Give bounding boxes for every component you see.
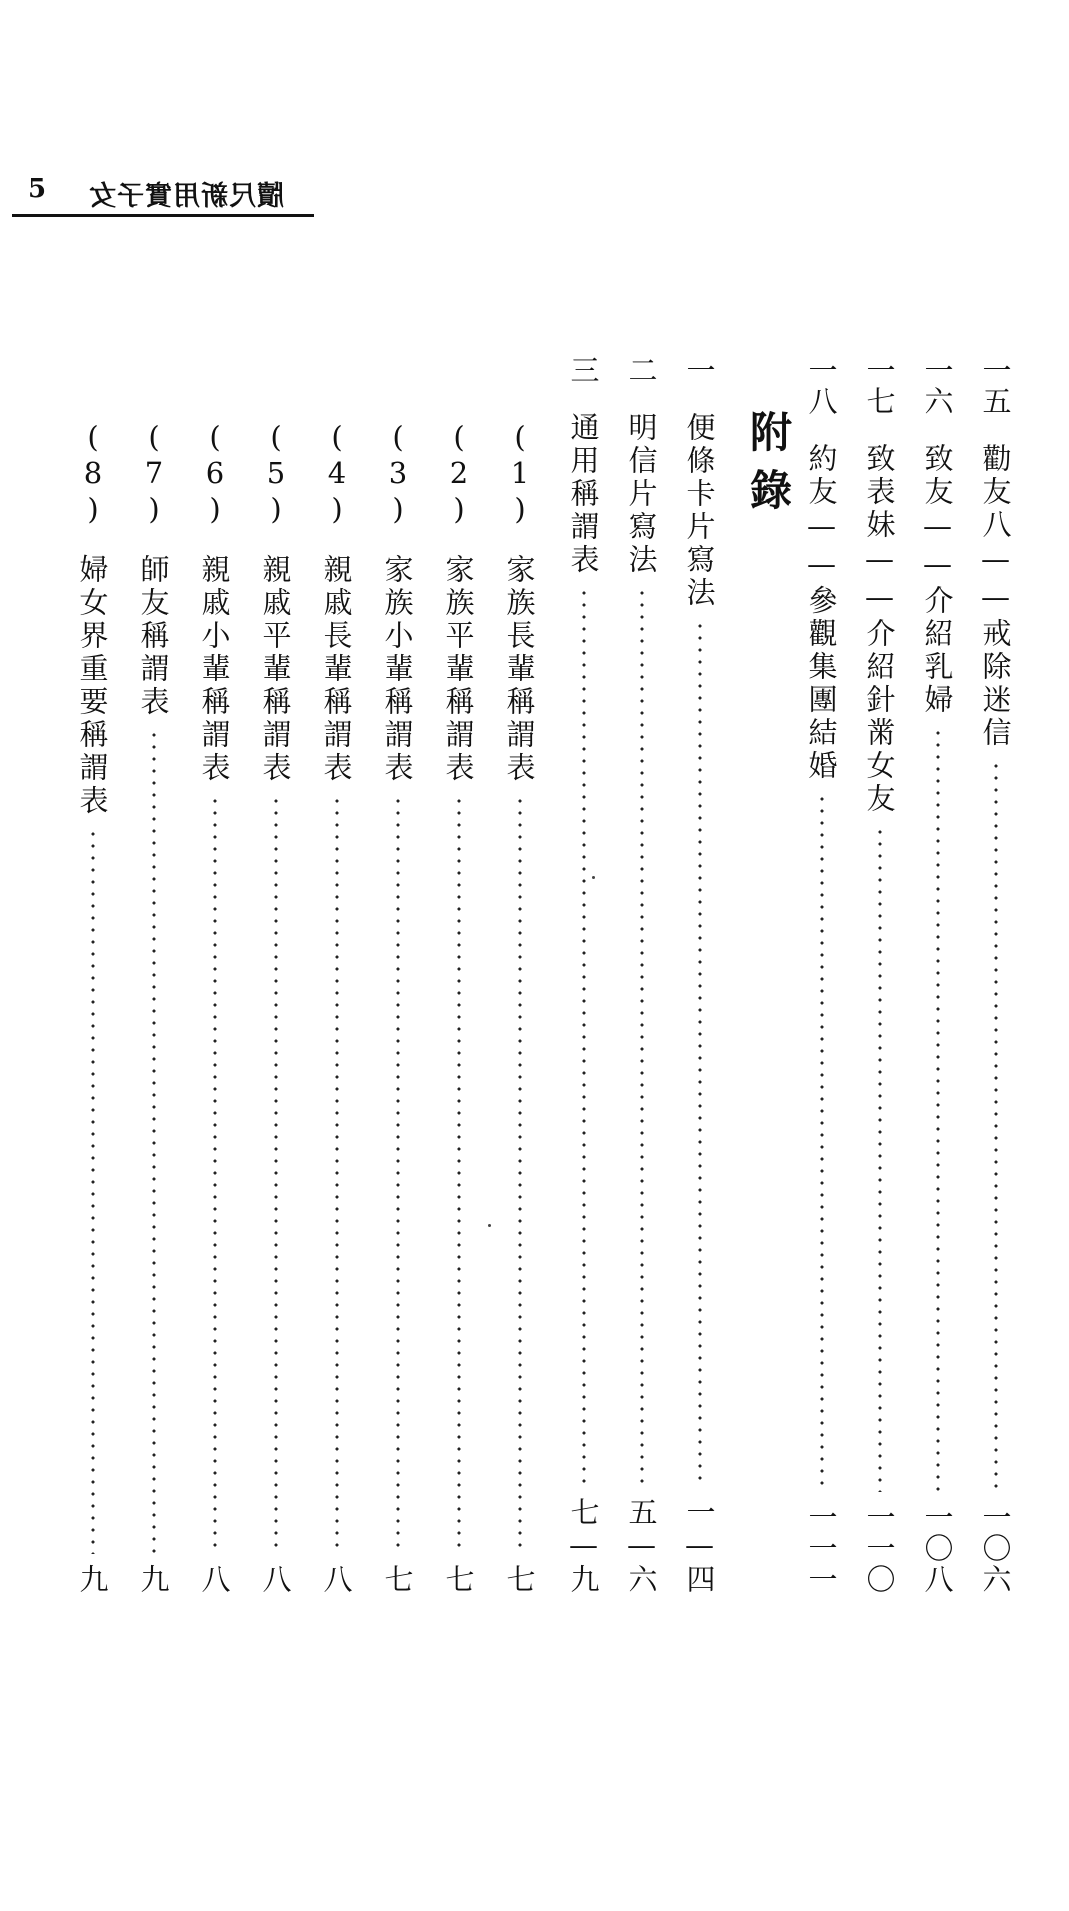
entry-page: 七 — [441, 1564, 476, 1595]
page-number: 5 — [28, 174, 47, 204]
entry-page: 七 — [502, 1564, 537, 1595]
leader-dots — [396, 795, 400, 1554]
entry-page: 一一一 — [804, 1502, 839, 1595]
entry-index: 一七 — [862, 355, 897, 417]
entry-page: 一—四 — [682, 1497, 717, 1595]
entry-index: 一六 — [920, 355, 955, 417]
entry-title: 師友稱謂表 — [136, 554, 171, 719]
entry-page: 九 — [136, 1564, 171, 1595]
leader-dots — [274, 795, 278, 1554]
entry-index: (7) — [137, 420, 171, 528]
entry-index: (3) — [381, 420, 415, 528]
toc-entry-16[interactable] — [920, 355, 956, 1595]
appendix-sub-entry-2[interactable] — [441, 420, 477, 1595]
entry-page: 一〇八 — [920, 1502, 955, 1595]
leader-dots — [820, 793, 824, 1492]
appendix-sub-entry-3[interactable] — [380, 420, 416, 1595]
toc-entry-15[interactable] — [978, 355, 1014, 1595]
print-speck — [592, 876, 595, 879]
entry-page: 八 — [258, 1564, 293, 1595]
entry-index: 一五 — [978, 355, 1013, 417]
entry-index: 三 — [566, 355, 601, 386]
entry-title: 勸友八——戒除迷信 — [978, 443, 1013, 750]
leader-dots — [335, 795, 339, 1554]
entry-title: 便條卡片寫法 — [682, 412, 717, 610]
appendix-heading: 附錄 — [744, 410, 793, 526]
entry-title: 親戚小輩稱謂表 — [197, 554, 232, 785]
appendix-sub-entry-4[interactable] — [319, 420, 355, 1595]
leader-dots — [91, 828, 95, 1554]
leader-dots — [936, 727, 940, 1492]
entry-page: 八 — [319, 1564, 354, 1595]
appendix-sub-entry-1[interactable] — [502, 420, 538, 1595]
toc-entry-17[interactable] — [862, 355, 898, 1595]
leader-dots — [213, 795, 217, 1554]
entry-page: 一一〇 — [862, 1502, 897, 1595]
entry-index: (6) — [198, 420, 232, 528]
entry-index: (8) — [76, 420, 110, 528]
book-title-text: 女子實用新尺牘 — [88, 181, 284, 212]
entry-index: 一 — [682, 355, 717, 386]
appendix-sub-entry-8[interactable] — [75, 420, 111, 1595]
leader-dots — [698, 620, 702, 1487]
leader-dots — [152, 729, 156, 1554]
leader-dots — [878, 826, 882, 1492]
leader-dots — [640, 587, 644, 1487]
entry-page: 七 — [380, 1564, 415, 1595]
entry-page: 七—九 — [566, 1497, 601, 1595]
entry-title: 通用稱謂表 — [566, 412, 601, 577]
entry-title: 婦女界重要稱謂表 — [75, 554, 110, 818]
entry-index: (4) — [320, 420, 354, 528]
entry-index: 二 — [624, 355, 659, 386]
entry-index: (2) — [442, 420, 476, 528]
appendix-entry-1[interactable] — [682, 355, 718, 1595]
leader-dots — [994, 760, 998, 1492]
entry-index: 一八 — [804, 355, 839, 417]
entry-title: 家族小輩稱謂表 — [380, 554, 415, 785]
entry-title: 致友——介紹乳婦 — [920, 443, 955, 717]
entry-page: 九 — [75, 1564, 110, 1595]
print-speck — [488, 1224, 491, 1227]
entry-title: 家族長輩稱謂表 — [502, 554, 537, 785]
entry-page: 五—六 — [624, 1497, 659, 1595]
entry-title: 親戚平輩稱謂表 — [258, 554, 293, 785]
entry-title: 家族平輩稱謂表 — [441, 554, 476, 785]
header-rule — [12, 214, 314, 217]
appendix-entry-2[interactable] — [624, 355, 660, 1595]
entry-page: 一〇六 — [978, 1502, 1013, 1595]
leader-dots — [582, 587, 586, 1487]
entry-title: 親戚長輩稱謂表 — [319, 554, 354, 785]
entry-page: 八 — [197, 1564, 232, 1595]
entry-index: (1) — [503, 420, 537, 528]
entry-title: 致表妹——介紹針黹女友 — [862, 443, 897, 816]
appendix-entry-3[interactable] — [566, 355, 602, 1595]
appendix-sub-entry-5[interactable] — [258, 420, 294, 1595]
leader-dots — [457, 795, 461, 1554]
entry-title: 明信片寫法 — [624, 412, 659, 577]
toc-entry-18[interactable] — [804, 355, 840, 1595]
book-title — [88, 174, 284, 213]
entry-index: (5) — [259, 420, 293, 528]
entry-title: 約友——參觀集團結婚 — [804, 443, 839, 783]
appendix-sub-entry-6[interactable] — [197, 420, 233, 1595]
appendix-sub-entry-7[interactable] — [136, 420, 172, 1595]
leader-dots — [518, 795, 522, 1554]
